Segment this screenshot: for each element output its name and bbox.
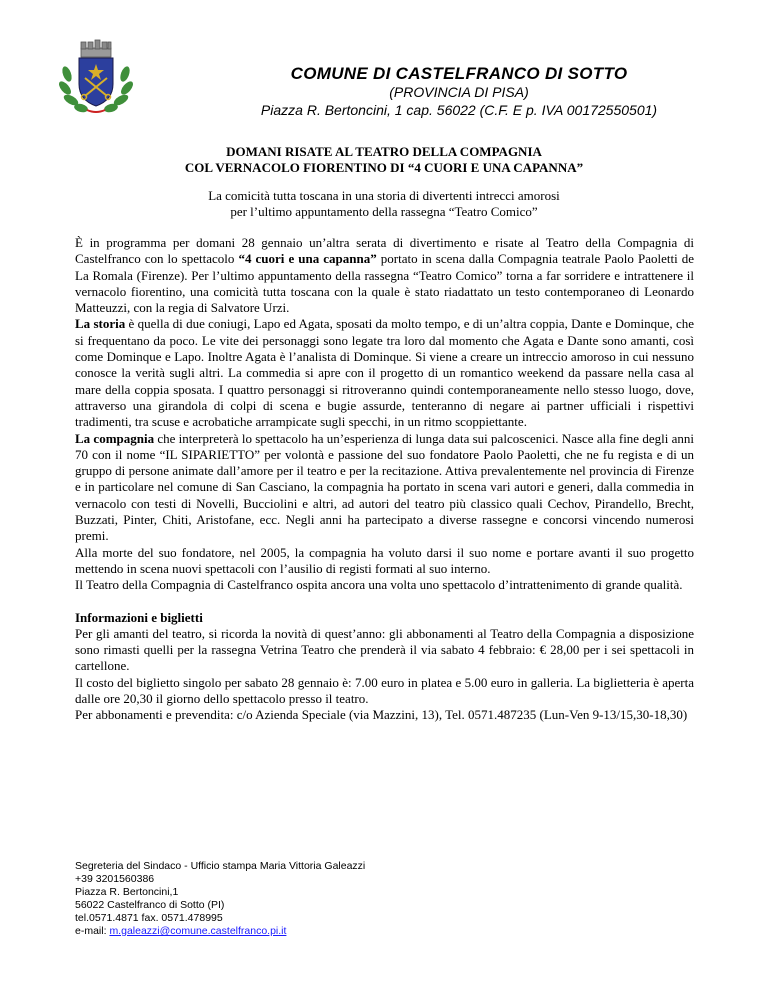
footer-phone: +39 3201560386 [75, 873, 155, 885]
headline-line-2: COL VERNACOLO FIORENTINO DI “4 CUORI E UNA CAPANNA” [184, 160, 584, 175]
municipality-title: COMUNE DI CASTELFRANCO DI SOTTO [290, 64, 628, 83]
paragraph-founder: Alla morte del suo fondatore, nel 2005, la compagnia ha voluto darsi il suo nome e portare avanti il suo progetto mettendo in scena nuovi spettacoli con l’ausilio di registi formati al suo interno. [75, 544, 694, 576]
show-title: “4 cuori e una capanna” [238, 251, 377, 267]
article-body [75, 235, 694, 724]
press-release-subheading [60, 188, 708, 220]
contact-footer [75, 860, 365, 938]
info-subscriptions: Per gli amanti del teatro, si ricorda la novità di quest’anno: gli abbonamenti al Teatro della Compagnia a disposizione sono rimasti quelli per la rassegna Vetrina Teatro che prenderà il via sabato 4 febbraio: € 28,00 per i sei spettacoli in cartellone. [75, 625, 694, 674]
subheading-line-1: La comicità tutta toscana in una storia di divertenti intrecci amorosi [208, 188, 560, 203]
footer-tel-fax: tel.0571.4871 fax. 0571.478995 [75, 912, 223, 924]
municipality-address: Piazza R. Bertoncini, 1 cap. 56022 (C.F. E p. IVA 00172550501) [260, 102, 658, 118]
info-tickets: Il costo del biglietto singolo per sabato 28 gennaio è: 7.00 euro in platea e 5.00 euro in galleria. La biglietteria è aperta dalle ore 20,30 il giorno dello spettacolo presso il teatro. [75, 674, 694, 707]
press-release-headline [60, 144, 708, 176]
province-subtitle: (PROVINCIA DI PISA) [389, 84, 529, 100]
paragraph-company: La compagnia che interpreterà lo spettacolo ha un’esperienza di lunga data sui palcoscenici. Nasce alla fine degli anni 70 con il nome “IL SIPARIETTO” per volontà e passione del suo fondatore Paolo Paoletti, che ne fu regista e di un gruppo di persone animate dall’amore per il teatro e per la recitazione. Attiva prevalentemente nel provincia di Firenze e in particolare nel comune di San Casciano, la compagnia ha portato in scena vari autori e generi, dalla commedia in vernacolo con testi di Novelli, Bucciolini e altri, ad autori del teatro più classico quali Cechov, Pirandello, Brecht, Buzzati, Pinter, Chiti, Aristofane, ecc. Negli anni ha partecipato a diverse rassegne e concorsi vincendo numerosi premi. [75, 430, 694, 544]
email-link[interactable]: m.galeazzi@comune.castelfranco.pi.it [109, 925, 287, 937]
story-label: La storia [75, 316, 126, 332]
paragraph-theatre: Il Teatro della Compagnia di Castelfranco ospita ancora una volta uno spettacolo d’intrattenimento di grande qualità. [75, 577, 683, 593]
subheading-line-2: per l’ultimo appuntamento della rassegna “Teatro Comico” [230, 204, 538, 219]
headline-line-1: DOMANI RISATE AL TEATRO DELLA COMPAGNIA [226, 144, 542, 159]
footer-email-row: e-mail: m.galeazzi@comune.castelfranco.pi.it [75, 925, 287, 937]
info-heading: Informazioni e biglietti [75, 609, 203, 625]
paragraph-story: La storia è quella di due coniugi, Lapo ed Agata, sposati da molto tempo, e di un’altra coppia, Dante e Dominque, che si frequentano da poco. Le vite dei personaggi sono legate tra loro dal momento che Agata e Dante sono amanti, così come Dominque e Lapo. Inoltre Agata è l’analista di Dominque. Si viene a creare un intreccio amoroso in cui nessuno conosce la verità sugli altri. La commedia si apre con il progetto di un romantico weekend da passare nella casa al mare della coppia sposata. I quattro personaggi si ritroveranno quindi contemporaneamente nello stesso luogo, dove, attraverso una girandola di colpi di scena e bugie assurde, tenteranno di negare ai partner ufficiali i rispettivi tradimenti, tra scuse e acrobatiche arrampicate sugli specchi, in un ritmo scoppiettante. [75, 316, 694, 430]
company-label: La compagnia [75, 430, 155, 446]
info-presale: Per abbonamenti e prevendita: c/o Azienda Speciale (via Mazzini, 13), Tel. 0571.487235 (Lun-Ven 9-13/15,30-18,30) [75, 707, 688, 723]
paragraph-intro: È in programma per domani 28 gennaio un’altra serata di divertimento e risate al Teatro della Compagnia di Castelfranco con lo spettacolo “4 cuori e una capanna” portato in scena dalla Compagnia teatrale Paolo Paoletti de La Romala (Firenze). Per l’ultimo appuntamento della rassegna “Teatro Comico” torna a far sorridere e intrattenere il vernacolo fiorentino, una comicità tutta toscana con la quale è stato riadattato un testo contemporaneo di Leonardo Matteuzzi, con la regia di Salvatore Urzi. [75, 235, 694, 316]
footer-office: Segreteria del Sindaco - Ufficio stampa Maria Vittoria Galeazzi [75, 860, 366, 872]
footer-street: Piazza R. Bertoncini,1 [75, 886, 179, 898]
footer-city: 56022 Castelfranco di Sotto (PI) [75, 899, 225, 911]
